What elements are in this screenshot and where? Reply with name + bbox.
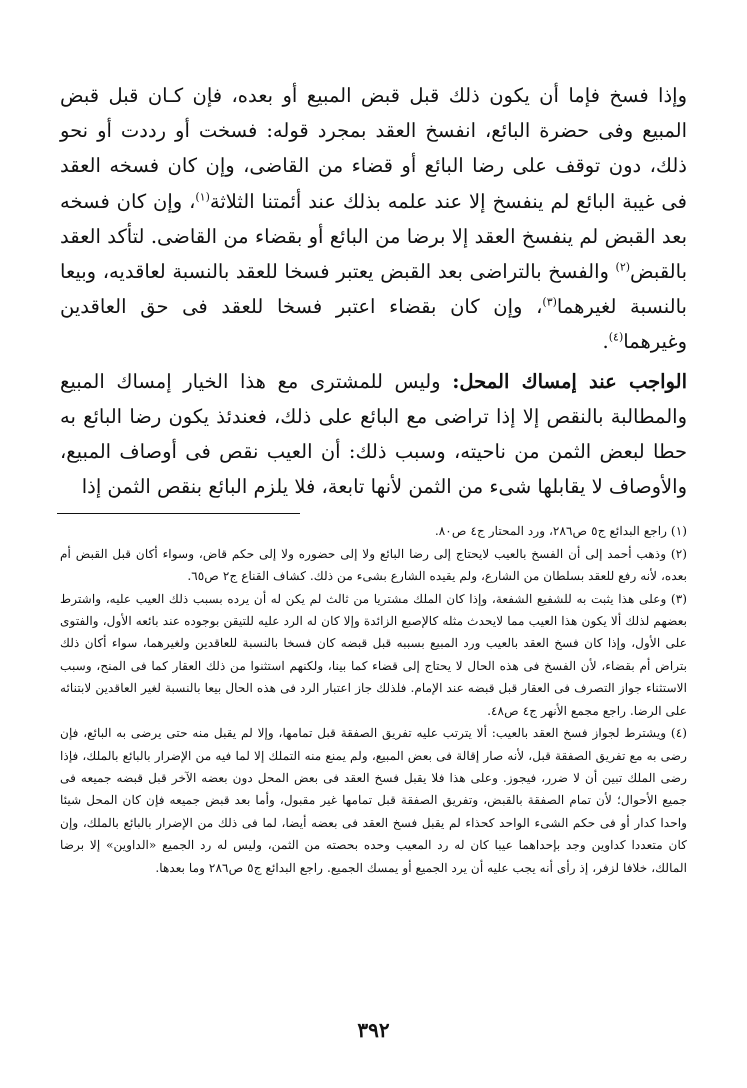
footnote-ref-2: (٢) — [615, 260, 631, 274]
book-page — [60, 78, 687, 1068]
paragraph-text: ، وإن كان بقضاء اعتبر فسخا للعقد فى حق العاقدين وغيرهما — [60, 295, 687, 354]
paragraph-text: والفسخ بالتراضى بعد القبض يعتبر فسخا للعقد بالنسبة لعاقديه، وبيعا بالنسبة لغيرهما — [60, 260, 687, 319]
footnote-ref-3: (٣) — [542, 295, 557, 309]
section-heading: الواجب عند إمساك المحل: — [452, 369, 688, 393]
paragraph-text: وليس للمشترى مع هذا الخيار إمساك المبيع والمطالبة بالنقص إلا إذا تراضى مع البائع على ذلك، فعندئذ يكون رضا البائع به حطا لبعض الثمن من ناحيته، وسبب ذلك: أن العيب نقص فى أوصاف المبيع، والأوصاف لا يقابلها شىء من الثمن لأنها تابعة، فلا يلزم البائع بنقص الثمن إذا — [60, 369, 687, 499]
paragraph-text: وإذا فسخ فإما أن يكون ذلك قبل قبض المبيع أو بعده، فإن كـان قبل قبض المبيع وفى حضرة البائع، انفسخ العقد بمجرد قوله: فسخت أو رددت أو نحو ذلك، دون توقف على رضا البائع أو قضاء من القاضى، وإن كان فسخه العقد فى غيبة البائع لم ينفسخ إلا عند علمه بذلك عند أئمتنا الثلاثة — [60, 84, 687, 213]
paragraph-text: ، وإن كان فسخه بعد القبض لم ينفسخ العقد إلا برضا من البائع أو بقضاء من القاضى. لتأكد العقد بالقبض — [60, 189, 687, 284]
footnote-divider — [57, 513, 300, 514]
footnote-ref-1: (١) — [195, 190, 210, 204]
footnotes — [60, 520, 687, 879]
paragraph-fasakh — [60, 78, 687, 360]
paragraph-text: . — [602, 330, 609, 354]
paragraph-imsak — [60, 364, 687, 505]
footnote-2: (٢) وذهب أحمد إلى أن الفسخ بالعيب لايحتاج إلى رضا البائع ولا إلى حضوره ولا إلى حكم قاض، وسواء أكان قبل القبض أم بعده، لأنه رفع للعقد بسلطان من الشارع، ولم يقيده الشارع بشىء من ذلك. كشاف القناع ج٢ ص٦٥. — [60, 546, 687, 584]
footnote-3: (٣) وعلى هذا يثبت به للشفيع الشفعة، وإذا كان الملك مشتريا من ثالث لم يكن له أن يرده بسبب ذلك العيب عليه، واشترط بعضهم لذلك ألا يكون هذا العيب مما لايحدث مثله كالإصبع الزائدة وإلا كان له الرد عليه للتيقن بوجوده عند بائعه الأول، والفتوى على الأول، وإذا كان فسخ العقد بالعيب ورد المبيع بسببه قبل قبضه كان فسخا بالنسبة للعاقدين ولغيرهما، سواء أكان ذلك بتراض أم بقضاء، لأن الفسخ فى هذه الحال لا يحتاج إلى قضاء كما بينا، ولكنهم استثنوا من ذلك العقار كما فى المنح، وسبب الاستثناء جواز التصرف فى العقار قبل قبضه عند الإمام. فلذلك جاز اعتبار الرد فى هذه الحال بيعا بالنسبة لغير العاقدين لابتنائه على الرضا. راجع مجمع الأنهر ج٤ ص٤٨. — [60, 591, 687, 718]
page-number: ٣٩٢ — [357, 1018, 390, 1042]
footnote-ref-4: (٤) — [608, 330, 624, 344]
main-text — [60, 78, 687, 504]
footnote-1: (١) راجع البدائع ج٥ ص٢٨٦، ورد المحتار ج٤ ص٨٠. — [434, 524, 687, 539]
footnote-4: (٤) ويشترط لجواز فسخ العقد بالعيب: ألا يترتب عليه تفريق الصفقة قبل تمامها، وإلا لم يقبل منه حتى يرضى به البائع، فإن رضى به مع تفريق الصفقة قبل، لأنه صار إقالة فى بعض المبيع، ولم يمنع منه التملك إلا لما فيه من الإضرار بالبائع بالملك، فإذا رضى الملك تبين أن لا ضرر، فيجوز. وعلى هذا فلا يقبل فسخ العقد فى بعض المحل دون بعضه الآخر قبل قبضه جميعه فى جميع الأحوال؛ لأن تمام الصفقة بالقبض، وتفريق الصفقة قبل تمامها غير مقبول، وأما بعد قبض جميعه فإن كان المحل شيئا واحدا كدار أو فى حكم الشىء الواحد كحذاء لم يقبل فسخ العقد فى بعضه أيضا، لما فى ذلك من الإضرار بالبائع بالملك، وإن كان متعددا كداوين وجد بإحداهما عيبا كان له رد المعيب وحده بحصته من الثمن، وليس له رد الجميع «الداوين» إلا برضا المالك، خلافا لزفر، إذ رأى أنه يجب عليه أن يرد الجميع أو يمسك الجميع. راجع البدائع ج٥ ص٢٨٦ وما بعدها. — [60, 726, 687, 875]
